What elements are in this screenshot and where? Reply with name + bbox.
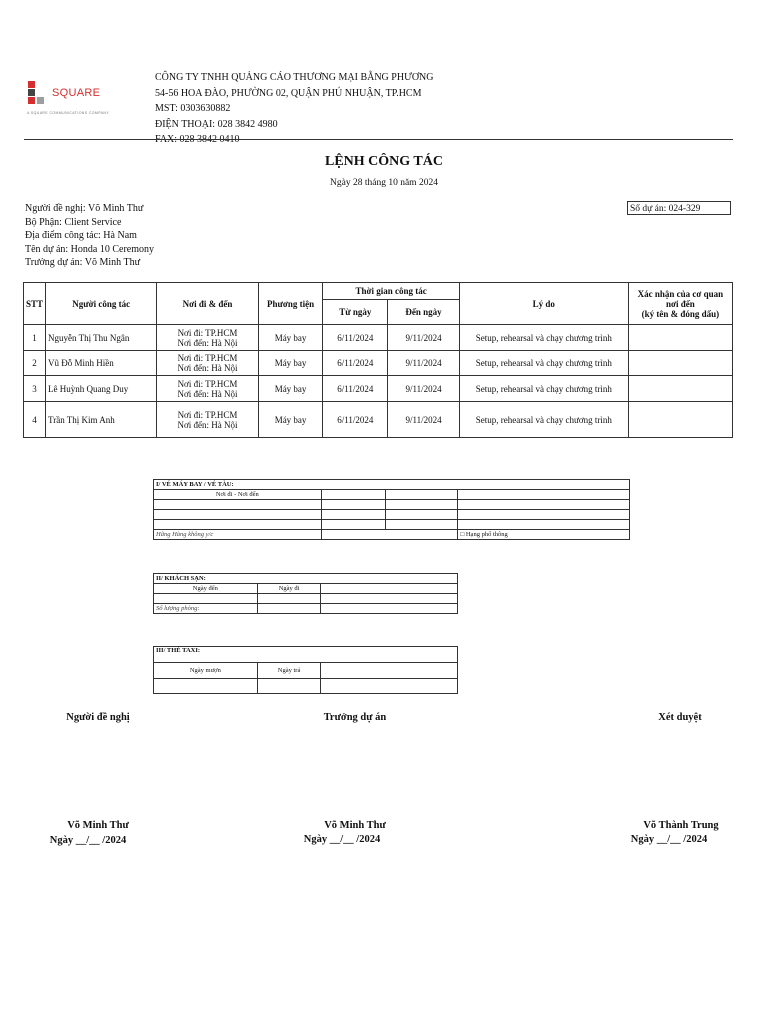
header-confirm-line2: nơi đến bbox=[665, 298, 695, 309]
signer-role: Người đề nghị bbox=[66, 712, 130, 723]
company-name: CÔNG TY TNHH QUẢNG CÁO THƯƠNG MẠI BẰNG PHƯƠNG bbox=[155, 72, 434, 83]
flight-cell[interactable] bbox=[321, 500, 386, 510]
hotel-cell[interactable] bbox=[321, 604, 458, 614]
row-to-place: Nơi đến: Hà Nội bbox=[177, 388, 238, 399]
company-fax: FAX: 028 3842 0410 bbox=[155, 134, 240, 145]
row-vehicle: Máy bay bbox=[258, 351, 323, 376]
header-person: Người công tác bbox=[46, 283, 157, 325]
signature-date: Ngày __/__ /2024 bbox=[303, 834, 381, 845]
row-name: Nguyễn Thị Thu Ngân bbox=[46, 325, 157, 351]
header-route: Nơi đi & đến bbox=[157, 283, 258, 325]
flight-cell[interactable] bbox=[458, 510, 630, 520]
row-stt: 4 bbox=[24, 402, 46, 438]
flight-ticket-table bbox=[153, 479, 630, 540]
row-to-place: Nơi đến: Hà Nội bbox=[177, 363, 238, 373]
header-stt: STT bbox=[24, 283, 46, 325]
row-route bbox=[157, 351, 258, 376]
hotel-cell[interactable] bbox=[321, 584, 458, 594]
taxi-return-header: Ngày trả bbox=[257, 663, 321, 679]
logo-tagline: A SQUARE COMMUNICATIONS COMPANY bbox=[27, 111, 110, 115]
row-confirm bbox=[628, 376, 732, 402]
flight-cell[interactable] bbox=[154, 520, 322, 530]
project-name: Tên dự án: Honda 10 Ceremony bbox=[25, 243, 154, 255]
row-name: Trần Thị Kim Anh bbox=[46, 402, 157, 438]
hotel-section-title: II/ KHÁCH SẠN: bbox=[154, 574, 458, 584]
flight-cell[interactable] bbox=[386, 510, 458, 520]
row-vehicle: Máy bay bbox=[258, 402, 323, 438]
row-from-place: Nơi đi: TP.HCM bbox=[177, 378, 238, 389]
flight-section-title: I/ VÉ MÁY BAY / VÉ TÀU: bbox=[154, 480, 630, 490]
header-divider bbox=[24, 139, 733, 140]
hotel-table bbox=[153, 573, 458, 614]
hotel-cell[interactable] bbox=[154, 594, 258, 604]
logo-square-red-2 bbox=[28, 97, 35, 104]
row-to-date: 9/11/2024 bbox=[388, 351, 460, 376]
header-to-date: Đến ngày bbox=[388, 300, 460, 325]
signature-date: Ngày __/__ /2024 bbox=[630, 834, 708, 845]
row-from-date: 6/11/2024 bbox=[323, 376, 388, 402]
flight-cell[interactable] bbox=[321, 520, 386, 530]
document-title: LỆNH CÔNG TÁC bbox=[325, 154, 443, 169]
taxi-borrow-header: Ngày mượn bbox=[154, 663, 258, 679]
row-reason: Setup, rehearsal và chạy chương trình bbox=[459, 376, 628, 402]
row-name: Lê Huỳnh Quang Duy bbox=[46, 376, 157, 402]
header-vehicle: Phương tiện bbox=[258, 283, 323, 325]
flight-cell[interactable] bbox=[321, 490, 386, 500]
destination: Địa điểm công tác: Hà Nam bbox=[25, 230, 137, 241]
flight-cell[interactable] bbox=[458, 490, 630, 500]
taxi-cell[interactable] bbox=[321, 679, 458, 694]
company-info bbox=[155, 70, 434, 148]
signer-name: Võ Thành Trung bbox=[643, 820, 719, 831]
row-from-place: Nơi đi: TP.HCM bbox=[177, 327, 238, 338]
row-from-date: 6/11/2024 bbox=[323, 402, 388, 438]
flight-cell[interactable] bbox=[154, 510, 322, 520]
table-row bbox=[24, 325, 733, 351]
flight-route-header: Nơi đi - Nơi đến bbox=[154, 490, 322, 500]
department: Bộ Phận: Client Service bbox=[25, 216, 122, 228]
row-to-place: Nơi đến: Hà Nội bbox=[177, 419, 238, 430]
table-row bbox=[24, 351, 733, 376]
row-route bbox=[157, 325, 258, 351]
trip-info bbox=[25, 202, 154, 270]
signer-name: Võ Minh Thư bbox=[324, 820, 386, 831]
signer-name: Võ Minh Thư bbox=[67, 820, 129, 831]
header-time: Thời gian công tác bbox=[323, 283, 460, 300]
row-to-date: 9/11/2024 bbox=[388, 402, 460, 438]
logo-square-gray bbox=[37, 97, 44, 104]
header-from-date: Từ ngày bbox=[323, 300, 388, 325]
taxi-section-title: III/ THẺ TAXI: bbox=[154, 647, 458, 663]
row-stt: 1 bbox=[24, 325, 46, 351]
table-row bbox=[24, 402, 733, 438]
table-row bbox=[24, 376, 733, 402]
row-route bbox=[157, 402, 258, 438]
signer-role: Trưởng dự án bbox=[323, 712, 387, 723]
taxi-cell[interactable] bbox=[257, 679, 321, 694]
row-stt: 3 bbox=[24, 376, 46, 402]
assignment-table bbox=[23, 282, 733, 438]
company-address: 54-56 HOA ĐÀO, PHƯỜNG 02, QUẬN PHÚ NHUẬN, TP.HCM bbox=[155, 87, 422, 99]
row-to-date: 9/11/2024 bbox=[388, 376, 460, 402]
room-count-field[interactable] bbox=[257, 604, 321, 614]
requester: Người đề nghị: Võ Minh Thư bbox=[25, 203, 144, 214]
flight-cell[interactable] bbox=[458, 520, 630, 530]
row-vehicle: Máy bay bbox=[258, 325, 323, 351]
logo-square-dark bbox=[28, 89, 35, 96]
flight-cell[interactable] bbox=[458, 500, 630, 510]
row-to-place: Nơi đến: Hà Nội bbox=[177, 337, 238, 348]
taxi-card-table bbox=[153, 646, 458, 694]
document-date: Ngày 28 tháng 10 năm 2024 bbox=[330, 178, 438, 188]
signature-date: Ngày __/__ /2024 bbox=[49, 835, 127, 846]
company-tax-id: MST: 0303630882 bbox=[155, 103, 231, 114]
hotel-checkout-header: Ngày đi bbox=[257, 584, 321, 594]
company-phone: ĐIỆN THOẠI: 028 3842 4980 bbox=[155, 118, 278, 130]
row-stt: 2 bbox=[24, 351, 46, 376]
logo-square-red bbox=[28, 81, 35, 88]
project-lead: Trưởng dự án: Võ Minh Thư bbox=[25, 257, 140, 268]
row-reason: Setup, rehearsal và chạy chương trình bbox=[459, 402, 628, 438]
hotel-cell[interactable] bbox=[257, 594, 321, 604]
row-route bbox=[157, 376, 258, 402]
row-from-place: Nơi đi: TP.HCM bbox=[177, 353, 238, 363]
row-name: Vũ Đỗ Minh Hiền bbox=[46, 351, 157, 376]
taxi-cell[interactable] bbox=[154, 679, 258, 694]
row-reason: Setup, rehearsal và chạy chương trình bbox=[459, 325, 628, 351]
airline-field[interactable] bbox=[321, 530, 458, 540]
flight-cell[interactable] bbox=[321, 510, 386, 520]
row-to-date: 9/11/2024 bbox=[388, 325, 460, 351]
header-confirm-line3: (ký tên & đóng dấu) bbox=[641, 308, 720, 319]
row-from-date: 6/11/2024 bbox=[323, 325, 388, 351]
row-from-place: Nơi đi: TP.HCM bbox=[177, 409, 238, 420]
flight-cell[interactable] bbox=[386, 500, 458, 510]
airline-label: Hãng Hàng không y/c bbox=[154, 530, 322, 540]
logo-word: SQUARE bbox=[52, 87, 101, 99]
taxi-cell[interactable] bbox=[321, 663, 458, 679]
row-from-date: 6/11/2024 bbox=[323, 351, 388, 376]
header-confirm-line1: Xác nhận của cơ quan bbox=[637, 288, 724, 299]
hotel-checkin-header: Ngày đến bbox=[154, 584, 258, 594]
project-number-box: Số dự án: 024-329 bbox=[627, 201, 731, 215]
hotel-cell[interactable] bbox=[321, 594, 458, 604]
row-confirm bbox=[628, 325, 732, 351]
row-confirm bbox=[628, 351, 732, 376]
header-confirm bbox=[628, 283, 732, 325]
room-count-label: Số lượng phòng: bbox=[154, 604, 258, 614]
flight-cell[interactable] bbox=[154, 500, 322, 510]
row-vehicle: Máy bay bbox=[258, 376, 323, 402]
row-confirm bbox=[628, 402, 732, 438]
signer-role: Xét duyệt bbox=[658, 712, 702, 723]
header-reason: Lý do bbox=[459, 283, 628, 325]
flight-cell[interactable] bbox=[386, 520, 458, 530]
economy-class-option[interactable]: □ Hạng phổ thông bbox=[458, 530, 630, 540]
row-reason: Setup, rehearsal và chạy chương trình bbox=[459, 351, 628, 376]
flight-cell[interactable] bbox=[386, 490, 458, 500]
